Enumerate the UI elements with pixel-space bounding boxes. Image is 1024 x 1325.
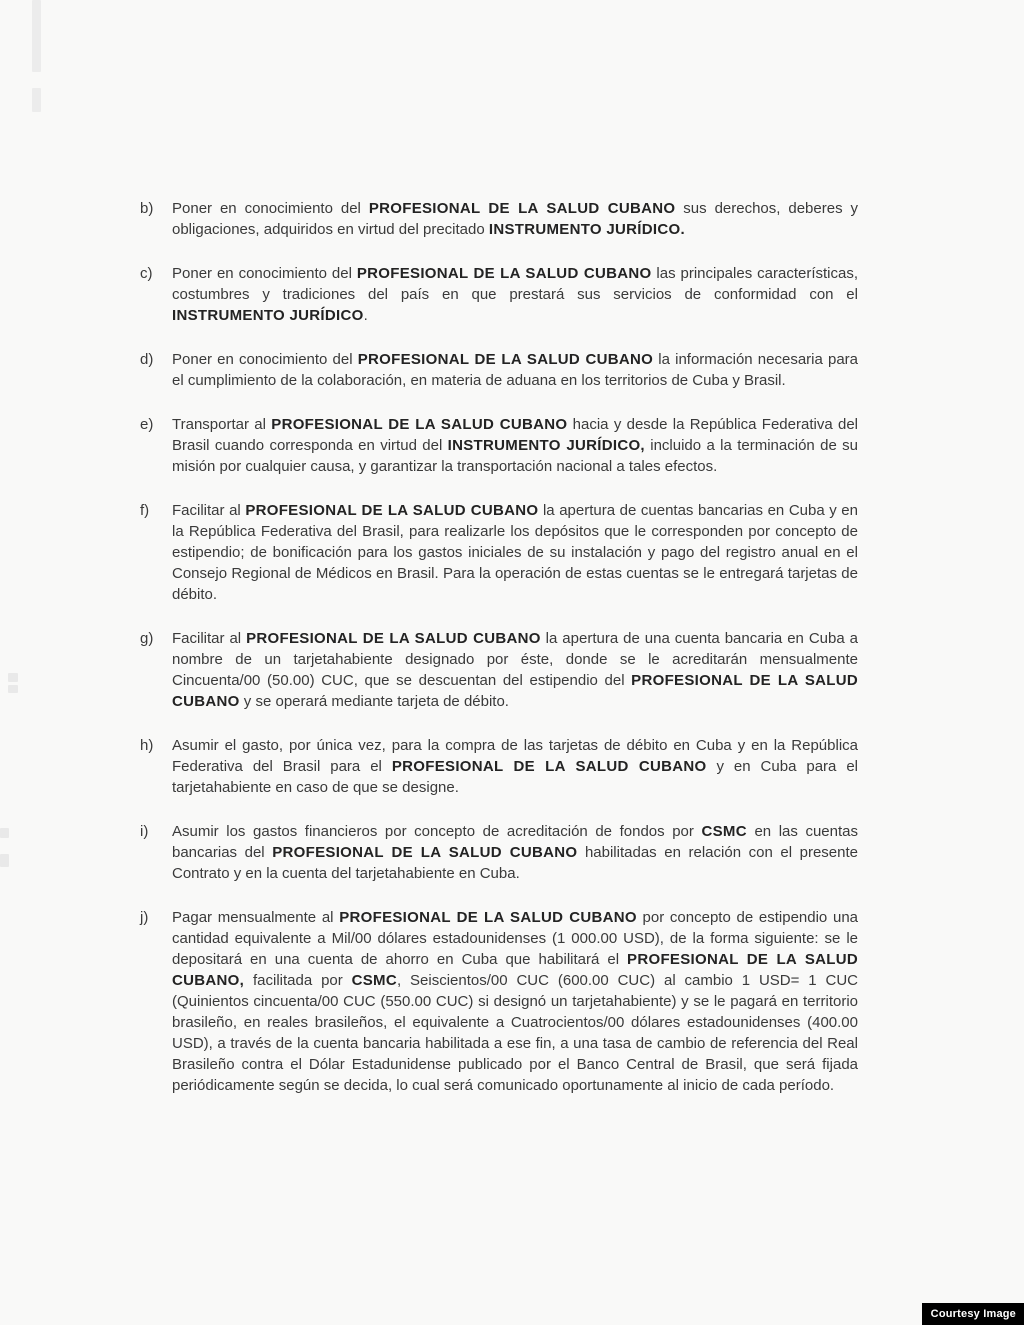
document-paragraph bbox=[140, 907, 859, 1096]
paragraph-letter: b) bbox=[140, 200, 154, 217]
scan-artifact bbox=[8, 673, 18, 682]
paragraph-letter: c) bbox=[140, 265, 153, 282]
text-run-bold: PROFESIONAL DE LA SALUD CUBANO bbox=[272, 844, 578, 861]
paragraph-text bbox=[172, 416, 858, 475]
text-run-bold: PROFESIONAL DE LA SALUD CUBANO bbox=[368, 200, 676, 217]
text-run-bold: INSTRUMENTO JURÍDICO bbox=[172, 307, 364, 324]
text-run: y en Cuba para el tarjetahabiente en caso de que se designe. bbox=[172, 758, 859, 796]
paragraph-letter: i) bbox=[140, 823, 149, 840]
document-paragraph bbox=[140, 349, 858, 391]
text-run: en las cuentas bancarias del bbox=[172, 823, 858, 861]
paragraph-letter: h) bbox=[140, 737, 154, 754]
document-paragraph bbox=[140, 735, 859, 798]
scan-artifact bbox=[32, 0, 41, 72]
paragraph-text bbox=[172, 823, 858, 882]
paragraph-letter: e) bbox=[140, 416, 154, 433]
text-run: Asumir los gastos financieros por concepto de acreditación de fondos por bbox=[172, 823, 702, 840]
text-run: facilitada por bbox=[244, 972, 352, 989]
text-run-bold: PROFESIONAL DE LA SALUD CUBANO bbox=[356, 265, 652, 282]
document-paragraph bbox=[140, 198, 859, 240]
courtesy-image-badge bbox=[922, 1303, 1024, 1325]
text-run: y se operará mediante tarjeta de débito. bbox=[239, 693, 509, 710]
courtesy-image-label: Courtesy Image bbox=[930, 1308, 1016, 1320]
text-run: Poner en conocimiento del bbox=[172, 200, 369, 217]
document-paragraph bbox=[140, 821, 858, 884]
document-paragraph bbox=[140, 263, 859, 326]
text-run: habilitadas en relación con el presente Contrato y en la cuenta del tarjetahabiente en Cuba. bbox=[172, 844, 858, 882]
text-run-bold: PROFESIONAL DE LA SALUD CUBANO bbox=[271, 416, 568, 433]
text-run-bold: PROFESIONAL DE LA SALUD CUBANO bbox=[391, 758, 707, 775]
paragraph-text bbox=[172, 737, 858, 796]
text-run-bold: INSTRUMENTO JURÍDICO. bbox=[488, 221, 685, 238]
text-run-bold: PROFESIONAL DE LA SALUD CUBANO bbox=[357, 351, 654, 368]
text-run: Asumir el gasto, por única vez, para la compra de las tarjetas de débito en Cuba y en la República Federativa del Brasil para el bbox=[172, 737, 858, 775]
document-body bbox=[140, 198, 859, 1096]
paragraph-text bbox=[172, 351, 858, 389]
text-run: sus derechos, deberes y obligaciones, adquiridos en virtud del precitado bbox=[172, 200, 859, 238]
text-run-bold: PROFESIONAL DE LA SALUD CUBANO bbox=[172, 672, 858, 710]
text-run-bold: PROFESIONAL DE LA SALUD CUBANO bbox=[246, 630, 541, 647]
text-run: por concepto de estipendio una cantidad equivalente a Mil/00 dólares estadounidenses (1 000.00 USD), de la forma siguiente: se le depositará en una cuenta de ahorro en Cuba que habilitará el bbox=[172, 909, 859, 968]
paragraph-text bbox=[172, 630, 858, 710]
paragraph-text bbox=[172, 200, 858, 238]
document-paragraph bbox=[140, 628, 858, 712]
paragraph-letter: f) bbox=[140, 502, 150, 519]
scan-artifact bbox=[8, 685, 18, 693]
text-run: Facilitar al bbox=[172, 502, 246, 519]
paragraph-letter: j) bbox=[140, 909, 149, 926]
scan-artifact bbox=[0, 828, 9, 838]
text-run: incluido a la terminación de su misión por cualquier causa, y garantizar la transportación nacional a tales efectos. bbox=[172, 437, 858, 475]
text-run: hacia y desde la República Federativa del Brasil cuando corresponda en virtud del bbox=[172, 416, 858, 454]
paragraph-text bbox=[172, 502, 858, 603]
text-run: . bbox=[363, 307, 368, 324]
text-run: Pagar mensualmente al bbox=[172, 909, 340, 926]
paragraph-text bbox=[172, 909, 858, 1094]
text-run: Facilitar al bbox=[172, 630, 247, 647]
scan-artifact bbox=[32, 88, 41, 112]
text-run-bold: PROFESIONAL DE LA SALUD CUBANO bbox=[245, 502, 539, 519]
text-run: Poner en conocimiento del bbox=[172, 265, 357, 282]
text-run-bold: CSMC bbox=[701, 823, 747, 840]
paragraph-list bbox=[140, 198, 859, 1096]
text-run-bold: INSTRUMENTO JURÍDICO, bbox=[447, 437, 645, 454]
text-run-bold: PROFESIONAL DE LA SALUD CUBANO bbox=[339, 909, 637, 926]
text-run: la apertura de cuentas bancarias en Cuba y en la República Federativa del Brasil, para realizarle los depósitos que le corresponden por concepto de estipendio; de bonificación para los gastos iniciales de su instalación y pago del registro anual en el Consejo Regional de Médicos en Brasil. Para la operación de estas cuentas se le entregará tarjetas de débito. bbox=[172, 502, 858, 603]
paragraph-letter: d) bbox=[140, 351, 154, 368]
text-run: las principales características, costumbres y tradiciones del país en que prestará sus servicios de conformidad con el bbox=[172, 265, 859, 303]
text-run: , Seiscientos/00 CUC (600.00 CUC) al cambio 1 USD= 1 CUC (Quinientos cincuenta/00 CUC (550.00 CUC) si designó un tarjetahabiente) y se le pagará en territorio brasileño, en reales brasileños, el equivalente a Cuatrocientos/00 dólares estadounidenses (400.00 USD), a través de la cuenta bancaria habilitada a ese fin, a una tasa de cambio de referencia del Real Brasileño contra el Dólar Estadunidense publicado por el Banco Central de Brasil, que será fijada periódicamente según se decida, lo cual será comunicado oportunamente al inicio de cada período. bbox=[172, 972, 858, 1094]
document-paragraph bbox=[140, 500, 858, 605]
document-paragraph bbox=[140, 414, 858, 477]
scan-artifact bbox=[0, 854, 9, 867]
text-run: Transportar al bbox=[172, 416, 272, 433]
paragraph-letter: g) bbox=[140, 630, 154, 647]
text-run: la apertura de una cuenta bancaria en Cuba a nombre de un tarjetahabiente designado por éste, donde se le acreditarán mensualmente Cincuenta/00 (50.00) CUC, que se descuentan del estipendio del bbox=[172, 630, 858, 689]
text-run-bold: CSMC bbox=[351, 972, 397, 989]
text-run-bold: PROFESIONAL DE LA SALUD CUBANO, bbox=[172, 951, 858, 989]
text-run: Poner en conocimiento del bbox=[172, 351, 358, 368]
paragraph-text bbox=[172, 265, 858, 324]
text-run: la información necesaria para el cumplimiento de la colaboración, en materia de aduana en los territorios de Cuba y Brasil. bbox=[172, 351, 858, 389]
